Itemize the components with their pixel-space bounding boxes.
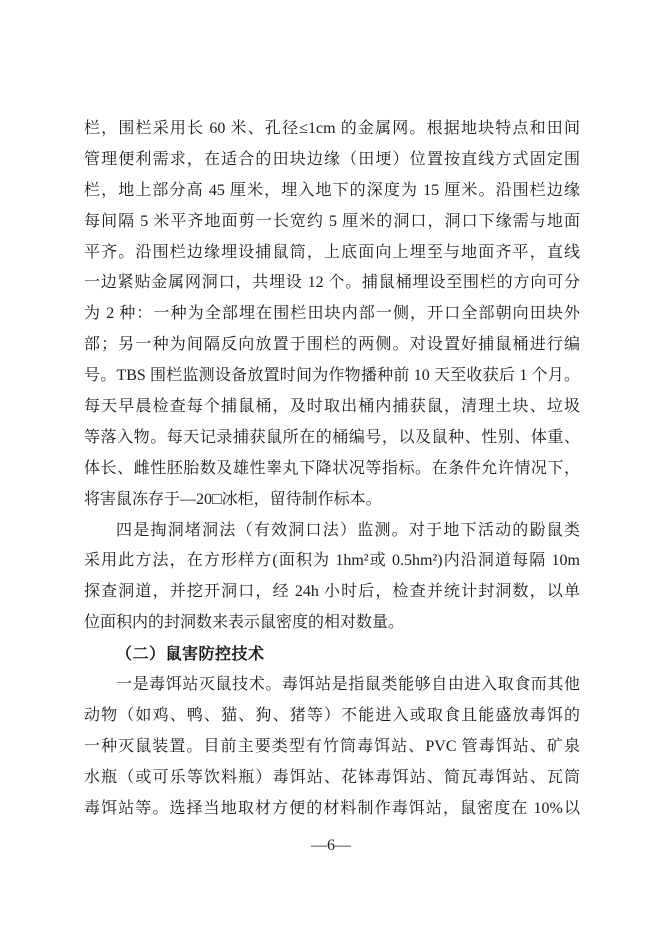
body-text-line: 位面积内的封洞数来表示鼠密度的相对数量。	[84, 614, 405, 632]
body-text-line: 将害鼠冻存于—20□冰柜，留待制作标本。	[84, 490, 382, 508]
body-text-line: 栏，地上部分高 45 厘米，埋入地下的深度为 15 厘米。沿围栏边缘	[84, 181, 580, 199]
body-text-line: 栏，围栏采用长 60 米、孔径≤1cm 的金属网。根据地块特点和田间	[84, 120, 580, 137]
body-text-line: 管理便利需求，在适合的田块边缘（田埂）位置按直线方式固定围	[84, 150, 580, 168]
body-text-line: 采用此方法，在方形样方(面积为 1hm²或 0.5hm²)内沿洞道每隔 10m	[84, 552, 580, 570]
body-text-line: 动物（如鸡、鸭、猫、狗、猪等）不能进入或取食且能盛放毒饵的	[84, 706, 580, 724]
document-body	[84, 114, 580, 824]
body-text-line: 探查洞道，并挖开洞口，经 24h 小时后，检查并统计封洞数，以单	[84, 583, 580, 601]
body-text-line: 一是毒饵站灭鼠技术。毒饵站是指鼠类能够自由进入取食而其他	[116, 676, 580, 694]
body-text-line: 体长、雌性胚胎数及雄性睾丸下降状况等指标。在条件允许情况下，	[84, 459, 580, 477]
section-heading: （二）鼠害防控技术	[116, 644, 265, 664]
body-text-line: 水瓶（或可乐等饮料瓶）毒饵站、花钵毒饵站、简瓦毒饵站、瓦筒	[84, 768, 580, 786]
body-text-line: 四是掏洞堵洞法（有效洞口法）监测。对于地下活动的鼢鼠类	[116, 521, 580, 539]
body-text-line: 一种灭鼠装置。目前主要类型有竹筒毒饵站、PVC 管毒饵站、矿泉	[84, 737, 580, 755]
body-text-line: 每间隔 5 米平齐地面剪一长宽约 5 厘米的洞口，洞口下缘需与地面	[84, 212, 580, 230]
page-number: —6—	[311, 837, 351, 854]
page-footer	[0, 836, 662, 856]
body-text-line: 每天早晨检查每个捕鼠桶，及时取出桶内捕获鼠，清理土块、垃圾	[84, 398, 580, 416]
body-text-line: 等落入物。每天记录捕获鼠所在的桶编号，以及鼠种、性别、体重、	[84, 428, 580, 446]
body-text-line: 毒饵站等。选择当地取材方便的材料制作毒饵站，鼠密度在 10%以	[84, 799, 580, 817]
body-text-line: 一边紧贴金属网洞口，共埋设 12 个。捕鼠桶埋设至围栏的方向可分	[84, 274, 580, 292]
body-text-line: 为 2 种：一种为全部埋在围栏田块内部一侧，开口全部朝向田块外	[84, 305, 580, 323]
body-text-line: 部；另一种为间隔反向放置于围栏的两侧。对设置好捕鼠桶进行编	[84, 336, 580, 354]
body-text-line: 平齐。沿围栏边缘埋设捕鼠筒，上底面向上埋至与地面齐平，直线	[84, 243, 580, 261]
body-text-line: 号。TBS 围栏监测设备放置时间为作物播种前 10 天至收获后 1 个月。	[84, 367, 580, 385]
